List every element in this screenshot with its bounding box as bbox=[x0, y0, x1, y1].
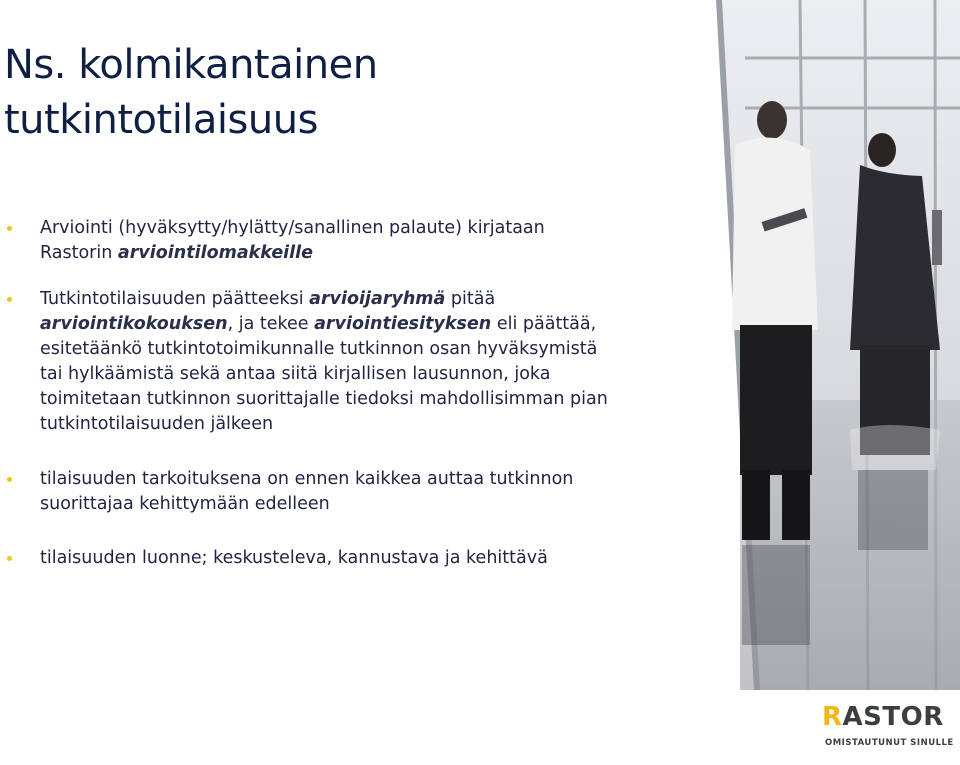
logo-tagline: OMISTAUTUNUT SINULLE bbox=[825, 738, 954, 748]
bullet-item-1 bbox=[0, 216, 690, 266]
bullet-text: Arviointi (hyväksytty/hylätty/sanallinen palaute) kirjataan bbox=[40, 218, 545, 238]
bullet-marker-icon bbox=[7, 477, 12, 482]
bullet-item-2 bbox=[0, 287, 690, 437]
bullet-text: toimitetaan tutkinnon suorittajalle tiedoksi mahdollisimman pian bbox=[40, 389, 608, 409]
bullet-item-4 bbox=[0, 546, 690, 571]
bullet-text: tilaisuuden luonne; keskusteleva, kannustava ja kehittävä bbox=[40, 548, 548, 568]
slide-title bbox=[4, 38, 704, 148]
logo-r-letter: R bbox=[822, 702, 843, 732]
bullet-text: tai hylkäämistä sekä antaa siitä kirjallisen lausunnon, joka bbox=[40, 364, 551, 384]
bullet-text: tutkintotilaisuuden jälkeen bbox=[40, 414, 274, 434]
bullet-text: pitää bbox=[445, 289, 496, 309]
bullet-text: suorittajaa kehittymään edelleen bbox=[40, 494, 330, 514]
bullet-text: Rastorin bbox=[40, 243, 118, 263]
bullet-marker-icon bbox=[7, 556, 12, 561]
photo-illustration bbox=[700, 0, 960, 690]
bullet-text: tilaisuuden tarkoituksena on ennen kaikkea auttaa tutkinnon bbox=[40, 469, 574, 489]
logo-word-rest: ASTOR bbox=[842, 702, 944, 732]
slide-title-line-2: tutkintotilaisuus bbox=[4, 97, 318, 143]
bullet-text: esitetäänkö tutkintotoimikunnalle tutkinnon osan hyväksymistä bbox=[40, 339, 598, 359]
emphasis-text: arviointilomakkeille bbox=[117, 243, 314, 263]
emphasis-text: arviointiesityksen bbox=[314, 314, 492, 334]
rastor-wordmark bbox=[822, 702, 944, 732]
bullet-text: Tutkintotilaisuuden päätteeksi bbox=[40, 289, 310, 309]
bullet-text: eli päättää, bbox=[491, 314, 597, 334]
slide-title-line-1: Ns. kolmikantainen bbox=[4, 42, 378, 88]
bullet-marker-icon bbox=[7, 297, 12, 302]
bullet-list bbox=[0, 216, 690, 571]
bullet-marker-icon bbox=[7, 226, 12, 231]
bullet-text: , ja tekee bbox=[227, 314, 315, 334]
business-people-photo bbox=[700, 0, 960, 690]
bullet-item-3 bbox=[0, 467, 690, 517]
emphasis-text: arviointikokouksen bbox=[40, 314, 228, 334]
emphasis-text: arvioijaryhmä bbox=[309, 289, 446, 309]
rastor-logo bbox=[812, 692, 960, 765]
